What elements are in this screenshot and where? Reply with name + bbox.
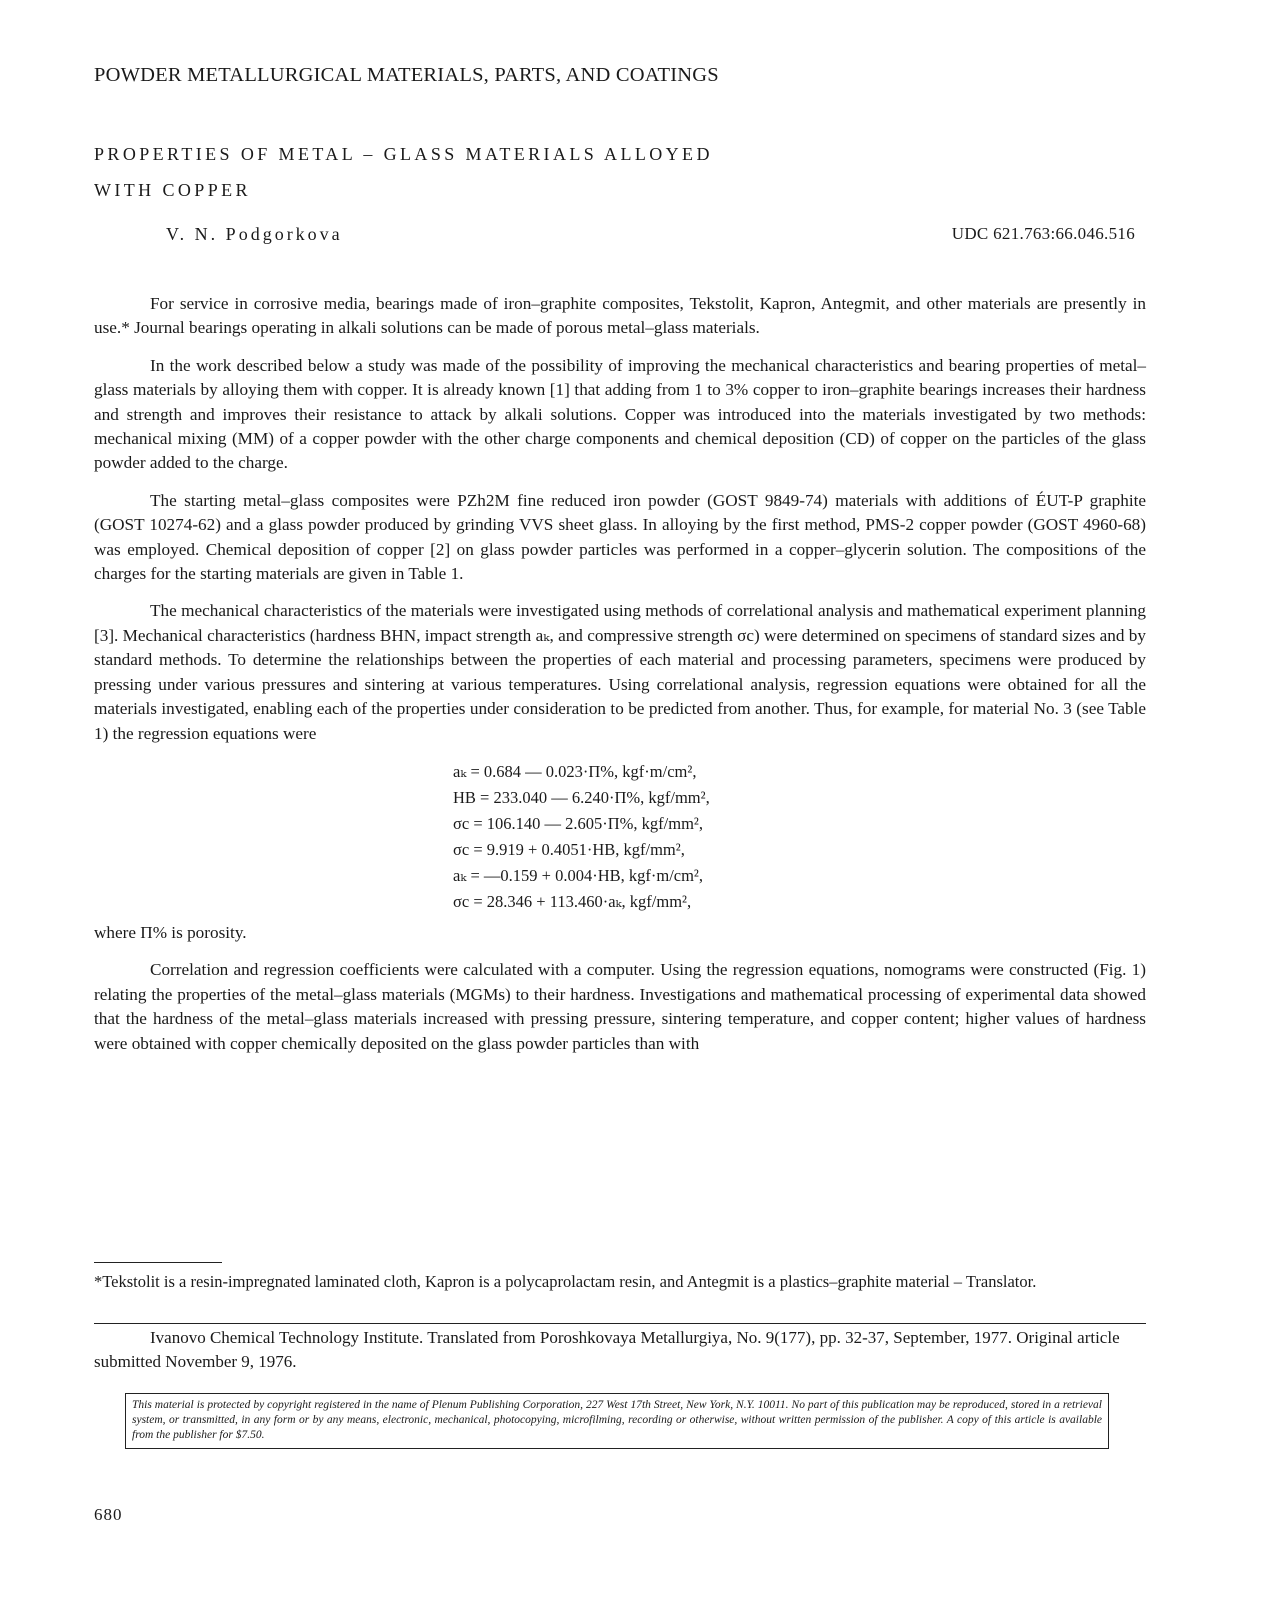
where-porosity-line: where П% is porosity. — [94, 922, 247, 942]
equation-6: σc = 28.346 + 113.460·aₖ, kgf/mm², — [453, 891, 692, 911]
author-name: V. N. Podgorkova — [166, 224, 343, 244]
article-title-line-2: WITH COPPER — [94, 180, 251, 200]
article-body — [94, 292, 1146, 1069]
paragraph-4: The mechanical characteristics of the materials were investigated using methods of correlational analysis and mathematical experiment planning [3]. Mechanical characteristics (hardness BHN, impact strength aₖ, and compressive strength σc) were determined on specimens of standard sizes and by standard methods. To determine the relationships between the properties of each material and processing parameters, specimens were produced by pressing under various pressures and sintering at various temperatures. Using correlational analysis, regression equations were obtained for all the materials investigated, enabling each of the properties under consideration to be predicted from another. Thus, for example, for material No. 3 (see Table 1) the regression equations were — [94, 601, 1146, 743]
source-line: Ivanovo Chemical Technology Institute. Translated from Poroshkovaya Metallurgiya, No. 9(177), pp. 32-37, September, 1977. Original article submitted November 9, 1976. — [94, 1328, 1120, 1371]
page-number: 680 — [94, 1505, 123, 1524]
equation-3: σc = 106.140 — 2.605·П%, kgf/mm², — [453, 813, 703, 833]
section-heading: POWDER METALLURGICAL MATERIALS, PARTS, AND COATINGS — [94, 64, 719, 86]
article-title-line-1: PROPERTIES OF METAL – GLASS MATERIALS ALLOYED — [94, 144, 713, 164]
copyright-notice: This material is protected by copyright registered in the name of Plenum Publishing Corporation, 227 West 17th Street, New York, N.Y. 10011. No part of this publication may be reproduced, stored in a retrieval system, or transmitted, in any form or by any means, electronic, mechanical, photocopying, microfilming, recording or otherwise, without written permission of the publisher. A copy of this article is available from the publisher for $7.50. — [125, 1393, 1109, 1449]
equation-1: aₖ = 0.684 — 0.023·П%, kgf·m/cm², — [453, 761, 697, 781]
paragraph-5: Correlation and regression coefficients were calculated with a computer. Using the regression equations, nomograms were constructed (Fig. 1) relating the properties of the metal–glass materials (MGMs) to their hardness. Investigations and mathematical processing of experimental data showed that the hardness of the metal–glass materials increased with pressing pressure, sintering temperature, and copper content; higher values of hardness were obtained with copper chemically deposited on the glass powder particles than with — [94, 960, 1146, 1053]
source-note — [94, 1326, 1146, 1374]
paragraph-2: In the work described below a study was made of the possibility of improving the mechanical characteristics and bearing properties of metal–glass materials by alloying them with copper. It is already known [1] that adding from 1 to 3% copper to iron–graphite bearings increases their hardness and strength and improves their resistance to attack by alkali solutions. Copper was introduced into the materials investigated by two methods: mechanical mixing (MM) of a copper powder with the other charge components and chemical deposition (CD) of copper on the particles of the glass powder added to the charge. — [94, 355, 1146, 473]
equation-5: aₖ = —0.159 + 0.004·HB, kgf·m/cm², — [453, 865, 704, 885]
equation-2: HB = 233.040 — 6.240·П%, kgf/mm², — [453, 787, 710, 807]
footnote: *Tekstolit is a resin-impregnated laminated cloth, Kapron is a polycaprolactam resin, and Antegmit is a plastics–graphite material – Translator. — [94, 1272, 1037, 1291]
equation-4: σc = 9.919 + 0.4051·HB, kgf/mm², — [453, 839, 685, 859]
regression-equations — [453, 759, 1146, 915]
article-title — [94, 136, 994, 208]
paragraph-3: The starting metal–glass composites were PZh2M fine reduced iron powder (GOST 9849-74) materials with additions of ÉUT-P graphite (GOST 10274-62) and a glass powder produced by grinding VVS sheet glass. In alloying by the first method, PMS-2 copper powder (GOST 4960-68) was employed. Chemical deposition of copper [2] on glass powder particles was performed in a copper–glycerin solution. The compositions of the charges for the starting materials are given in Table 1. — [94, 490, 1146, 584]
udc-code: UDC 621.763:66.046.516 — [951, 224, 1135, 243]
source-rule — [94, 1323, 1146, 1324]
paragraph-1: For service in corrosive media, bearings made of iron–graphite composites, Tekstolit, Kapron, Antegmit, and other materials are presently in use.* Journal bearings operating in alkali solutions can be made of porous metal–glass materials. — [94, 294, 1146, 338]
footnote-rule — [94, 1262, 222, 1263]
